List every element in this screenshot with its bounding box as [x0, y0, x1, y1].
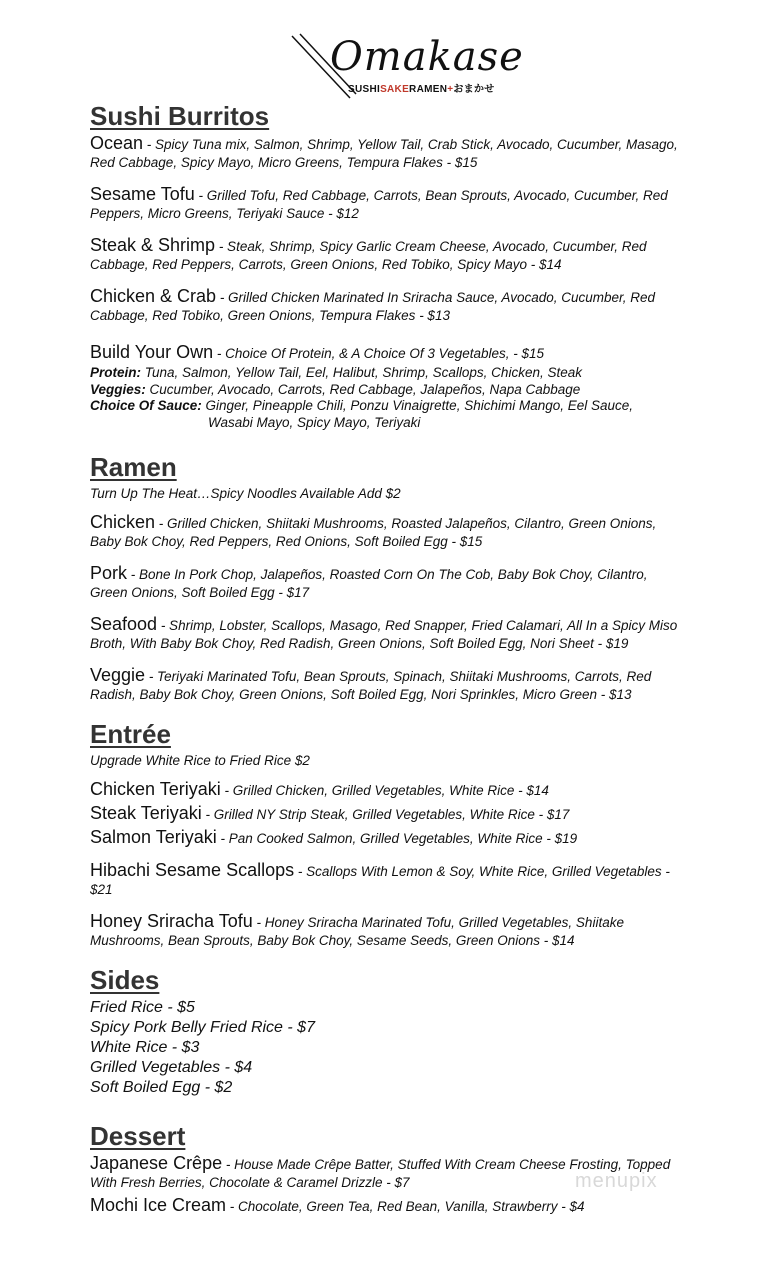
side-item: Soft Boiled Egg - $2 [90, 1079, 233, 1096]
watermark: menupix [575, 1170, 658, 1192]
menu-item [90, 134, 682, 172]
build-protein: Protein: Tuna, Salmon, Yellow Tail, Eel, Halibut, Shrimp, Scallops, Chicken, Steak [90, 365, 582, 380]
menu-item [90, 615, 682, 653]
item-name: Hibachi Sesame Scallops [90, 860, 295, 880]
menu-item [90, 861, 682, 899]
item-desc: - Grilled Chicken, Shiitaki Mushrooms, Roasted Jalapeños, Cilantro, Green Onions, Baby Bok Choy, Red Peppers, Red Onions, Soft Boiled Egg - $15 [90, 516, 657, 549]
item-name: Honey Sriracha Tofu [90, 911, 253, 931]
section-sides [90, 964, 682, 1098]
section-heading: Ramen [90, 452, 177, 482]
item-name: Seafood [90, 614, 158, 634]
item-name: Pork [90, 563, 128, 583]
item-desc: - House Made Crêpe Batter, Stuffed With Cream Cheese Frosting, Topped With Fresh Berries, Chocolate & Caramel Drizzle - $7 [90, 1157, 671, 1190]
menu-item [90, 666, 682, 704]
section-heading: Sushi Burritos [90, 101, 270, 131]
item-desc: - Chocolate, Green Tea, Red Bean, Vanilla, Strawberry - $4 [226, 1199, 585, 1214]
item-desc: - Pan Cooked Salmon, Grilled Vegetables, White Rice - $19 [216, 831, 578, 846]
item-desc: - Spicy Tuna mix, Salmon, Shrimp, Yellow Tail, Crab Stick, Avocado, Cucumber, Masago, Red Cabbage, Spicy Mayo, Micro Greens, Tempura Flakes - $15 [90, 137, 678, 170]
section-heading: Dessert [90, 1121, 186, 1151]
item-name: Chicken [90, 512, 156, 532]
item-name: Mochi Ice Cream [90, 1195, 227, 1215]
item-name: Build Your Own [90, 342, 214, 362]
item-name: Steak & Shrimp [90, 235, 216, 255]
item-desc: - Grilled Chicken Marinated In Sriracha Sauce, Avocado, Cucumber, Red Cabbage, Red Tobiko, Green Onions, Tempura Flakes - $13 [90, 290, 656, 323]
menu-item [90, 236, 682, 274]
menu-item [90, 912, 682, 950]
item-desc: - Shrimp, Lobster, Scallops, Masago, Red Snapper, Fried Calamari, All In a Spicy Miso Broth, With Baby Bok Choy, Red Radish, Green Onions, Soft Boiled Egg, Nori Sheet - $19 [90, 618, 678, 651]
item-name: Japanese Crêpe [90, 1153, 223, 1173]
item-desc: - Choice Of Protein, & A Choice Of 3 Vegetables, - $15 [213, 346, 545, 361]
item-desc: - Grilled Chicken, Grilled Vegetables, White Rice - $14 [220, 783, 549, 798]
side-item: White Rice - $3 [90, 1039, 200, 1056]
section-ramen [90, 451, 682, 704]
item-desc: - Grilled Tofu, Red Cabbage, Carrots, Bean Sprouts, Avocado, Cucumber, Red Peppers, Micro Greens, Teriyaki Sauce - $12 [90, 188, 668, 221]
build-sauce: Choice Of Sauce: Ginger, Pineapple Chili, Ponzu Vinaigrette, Shichimi Mango, Eel Sauce, [90, 398, 634, 413]
section-note: Turn Up The Heat…Spicy Noodles Available Add $2 [90, 486, 401, 501]
menu-item [90, 804, 682, 824]
build-sauce-cont: Wasabi Mayo, Spicy Mayo, Teriyaki [208, 414, 421, 430]
section-note: Upgrade White Rice to Fried Rice $2 [90, 753, 310, 768]
section-dessert [90, 1120, 682, 1216]
item-desc: - Steak, Shrimp, Spicy Garlic Cream Cheese, Avocado, Cucumber, Red Cabbage, Red Peppers, Carrots, Green Onions, Red Tobiko, Spicy Mayo - $14 [90, 239, 647, 272]
section-sushi-burritos [90, 100, 682, 431]
logo-script: Omakase [330, 34, 524, 80]
side-item: Grilled Vegetables - $4 [90, 1059, 253, 1076]
item-desc: - Scallops With Lemon & Soy, White Rice, Grilled Vegetables - $21 [90, 864, 670, 897]
item-name: Chicken Teriyaki [90, 779, 221, 799]
restaurant-logo [290, 32, 524, 102]
menu [90, 100, 682, 1230]
menu-item [90, 343, 682, 363]
item-desc: - Grilled NY Strip Steak, Grilled Vegetables, White Rice - $17 [201, 807, 570, 822]
menu-item [90, 185, 682, 223]
build-veggies: Veggies: Cucumber, Avocado, Carrots, Red Cabbage, Jalapeños, Napa Cabbage [90, 381, 581, 397]
section-heading: Sides [90, 965, 160, 995]
item-name: Veggie [90, 665, 146, 685]
section-heading: Entrée [90, 719, 171, 749]
item-desc: - Honey Sriracha Marinated Tofu, Grilled Vegetables, Shiitake Mushrooms, Bean Sprouts, Baby Bok Choy, Sesame Seeds, Green Onions - $14 [90, 915, 624, 948]
menu-item [90, 287, 682, 325]
menu-item [90, 564, 682, 602]
item-name: Ocean [90, 133, 144, 153]
item-name: Steak Teriyaki [90, 803, 202, 823]
menu-item [90, 780, 682, 800]
item-name: Sesame Tofu [90, 184, 195, 204]
side-item: Fried Rice - $5 [90, 999, 195, 1016]
item-desc: - Teriyaki Marinated Tofu, Bean Sprouts, Spinach, Shiitaki Mushrooms, Carrots, Red Radish, Baby Bok Choy, Green Onions, Soft Boiled Egg, Nori Sprinkles, Micro Green - $13 [90, 669, 652, 702]
side-item: Spicy Pork Belly Fried Rice - $7 [90, 1019, 315, 1036]
item-desc: - Bone In Pork Chop, Jalapeños, Roasted Corn On The Cob, Baby Bok Choy, Cilantro, Green Onions, Soft Boiled Egg - $17 [90, 567, 648, 600]
item-name: Salmon Teriyaki [90, 827, 217, 847]
menu-item [90, 1196, 682, 1216]
item-name: Chicken & Crab [90, 286, 217, 306]
menu-item [90, 513, 682, 551]
section-entree [90, 718, 682, 950]
logo-tagline: SUSHISAKERAMEN+おまかせ [348, 84, 495, 95]
menu-item [90, 828, 682, 848]
